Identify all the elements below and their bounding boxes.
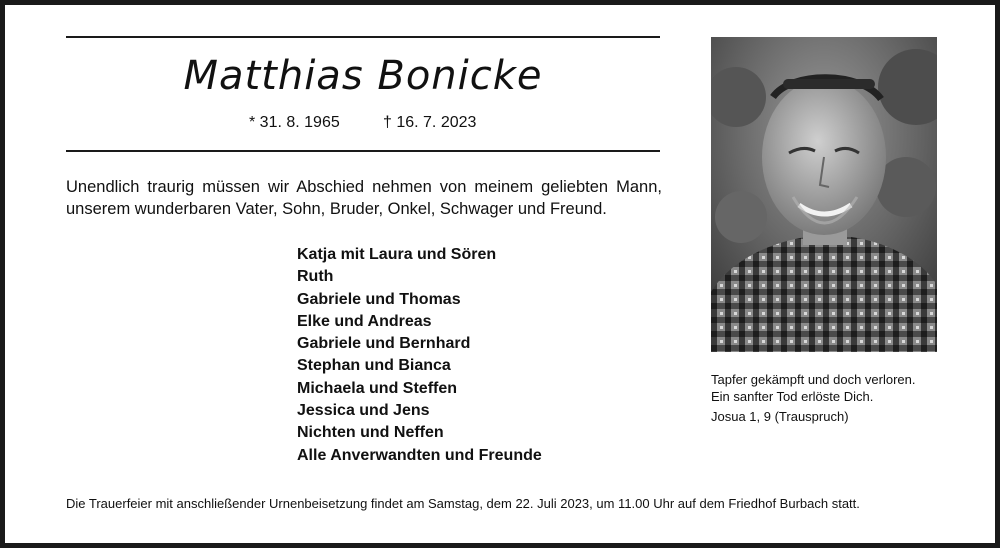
mourner-item: Elke und Andreas	[297, 312, 432, 330]
mourner-item: Jessica und Jens	[297, 402, 430, 420]
mourner-item: Michaela und Steffen	[297, 379, 458, 397]
quote-reference: Josua 1, 9 (Trauspruch)	[711, 409, 849, 424]
mourner-item: Alle Anverwandten und Freunde	[297, 446, 542, 464]
mourner-item: Katja mit Laura und Sören	[297, 246, 497, 263]
mourners-list	[297, 244, 542, 467]
middle-rule	[66, 150, 660, 152]
mourner-item: Gabriele und Bernhard	[297, 335, 471, 353]
mourner-item: Gabriele und Thomas	[297, 290, 461, 308]
mourner-item: Ruth	[297, 268, 334, 286]
death-date: † 16. 7. 2023	[383, 114, 477, 131]
quote-line: Tapfer gekämpft und doch verloren.	[711, 372, 916, 387]
portrait-photo	[711, 37, 937, 352]
birth-date: * 31. 8. 1965	[249, 114, 340, 131]
mourner-item: Stephan und Bianca	[297, 357, 451, 375]
intro-text: Unendlich traurig müssen wir Abschied nehmen von meinem geliebten Mann, unserem wunderbaren Vater, Sohn, Bruder, Onkel, Schwager und Freund.	[66, 178, 662, 218]
deceased-name: Matthias Bonicke	[183, 53, 543, 99]
funeral-info: Die Trauerfeier mit anschließender Urnenbeisetzung findet am Samstag, dem 22. Juli 2023, um 11.00 Uhr auf dem Friedhof Burbach statt.	[66, 496, 860, 511]
obituary-notice	[5, 5, 995, 543]
quote-text	[711, 371, 916, 405]
quote-line: Ein sanfter Tod erlöste Dich.	[711, 389, 874, 404]
mourner-item: Nichten und Neffen	[297, 424, 444, 442]
top-rule	[66, 36, 660, 38]
